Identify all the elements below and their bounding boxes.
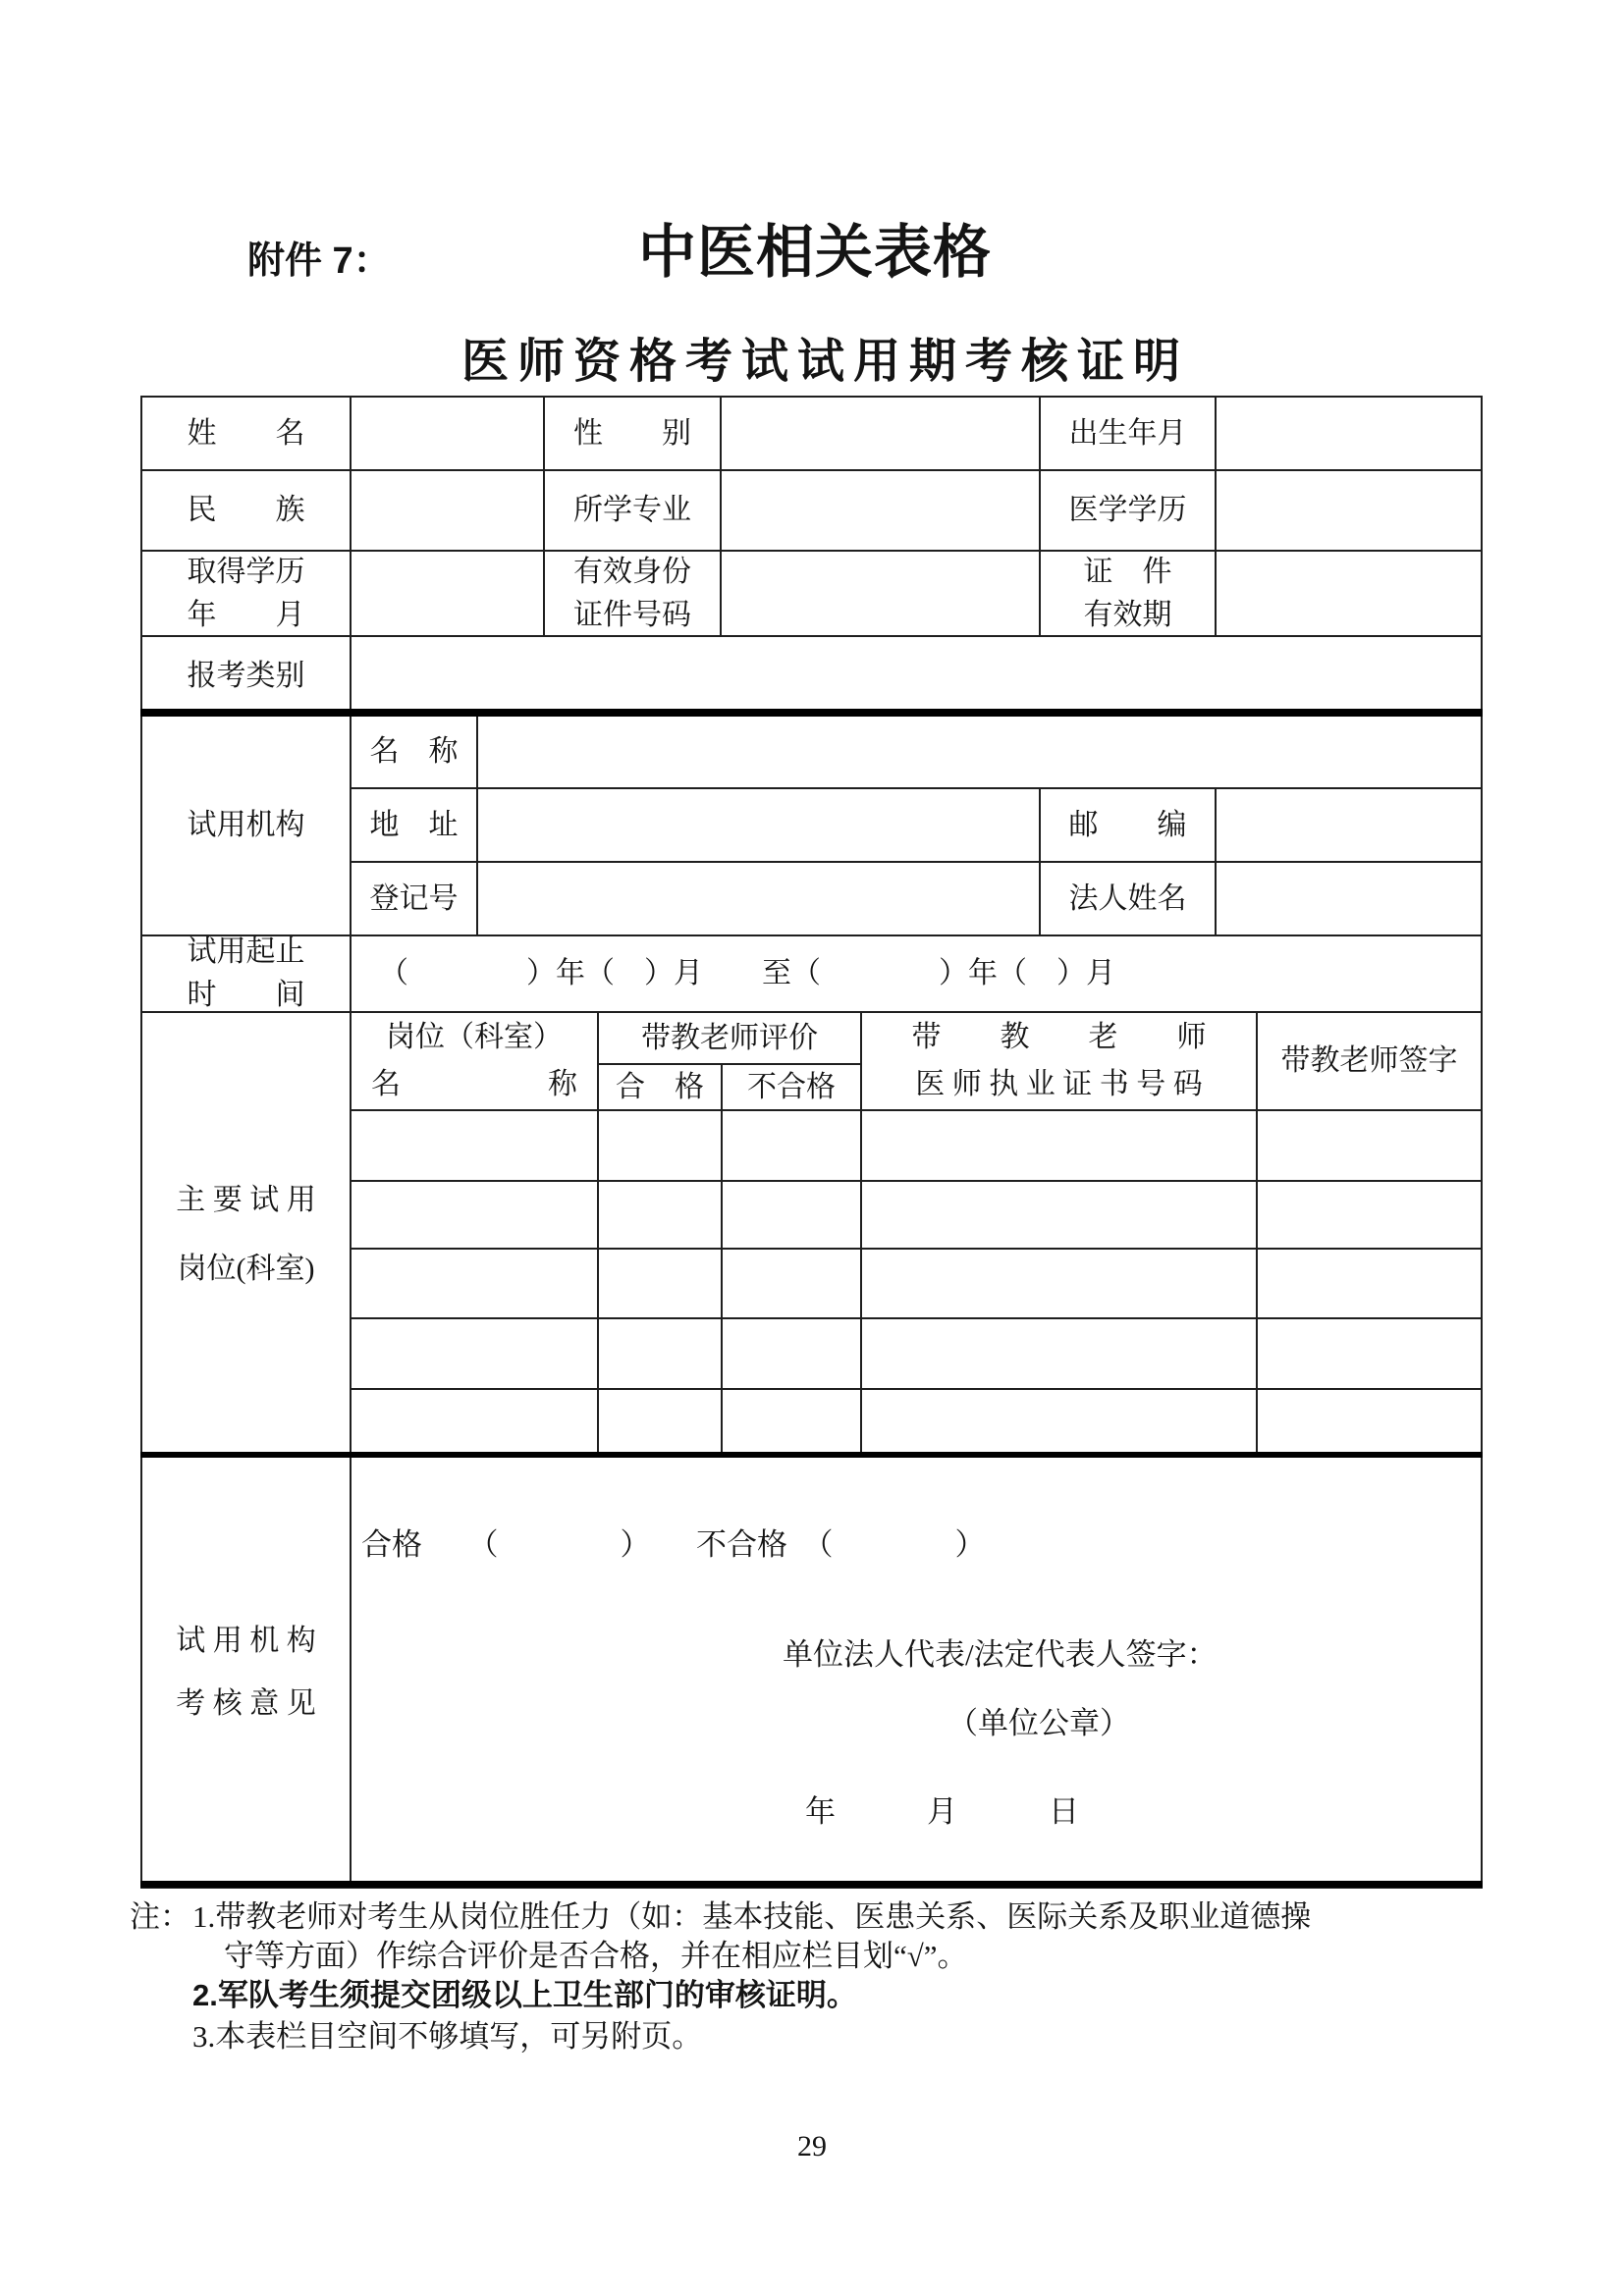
page-number: 29 [797, 2130, 827, 2163]
cell-major-value [720, 469, 1041, 552]
cell-cert-validity-label [1039, 550, 1217, 637]
teacher-eval-label: 带教老师评价 [641, 1021, 818, 1054]
assessment-seal-line: （单位公章） [947, 1706, 1130, 1740]
cell-major-label [543, 469, 722, 552]
period-label-line2: 时 间 [187, 979, 305, 1011]
position-row4-name-cell [350, 1317, 599, 1390]
head-position-name [350, 1011, 599, 1111]
cell-name-value [350, 396, 545, 471]
position-row1-cert-cell [860, 1109, 1258, 1182]
position-row2-cert-cell [860, 1180, 1258, 1250]
category-label: 报考类别 [187, 659, 305, 692]
note-item1-line2: 守等方面）作综合评价是否合格，并在相应栏目划“√”。 [224, 1939, 968, 1973]
thick-divider-bottom [140, 1881, 1483, 1888]
cell-gender-label [543, 396, 722, 471]
cell-ethnic-label [140, 469, 352, 552]
head-pass [597, 1063, 723, 1111]
position-row5-sign-cell [1256, 1388, 1483, 1458]
cell-birth-value [1215, 396, 1483, 471]
cell-gender-value [720, 396, 1041, 471]
degree-label: 医学学历 [1068, 494, 1187, 527]
org-label: 试用机构 [187, 809, 305, 842]
cell-category-label [140, 635, 352, 717]
position-row3-name-cell [350, 1248, 599, 1319]
attachment-label: 附件 7： [247, 240, 391, 282]
cell-org-addr-label [350, 787, 478, 863]
cell-regno-label [350, 861, 478, 936]
cell-id-label [543, 550, 722, 637]
position-row3-cert-cell [860, 1248, 1258, 1319]
position-row4-fail-cell [721, 1317, 862, 1390]
position-row5-name-cell [350, 1388, 599, 1458]
pass-label: 合 格 [616, 1070, 704, 1103]
cell-grad-label [140, 550, 352, 637]
position-row5-cert-cell [860, 1388, 1258, 1458]
major-label: 所学专业 [573, 494, 691, 527]
position-row1-name-cell [350, 1109, 599, 1182]
name-label: 姓 名 [187, 416, 305, 450]
assessment-label-line2: 考 核 意 见 [176, 1686, 316, 1720]
position-row1-sign-cell [1256, 1109, 1483, 1182]
positions-label-line1: 主 要 试 用 [176, 1183, 316, 1216]
note-item2: 2.军队考生须提交团级以上卫生部门的审核证明。 [192, 1978, 857, 2012]
id-label-line2: 证件号码 [573, 598, 691, 631]
head-teacher-eval [597, 1011, 862, 1065]
cert-validity-line1: 证 件 [1083, 555, 1172, 588]
fail-label: 不合格 [747, 1070, 836, 1103]
position-name-line2: 名 称 [371, 1068, 577, 1100]
note-item1-line1: 1.带教老师对考生从岗位胜任力（如：基本技能、医患关系、医际关系及职业道德操 [192, 1899, 1312, 1934]
cell-org-name-label [350, 715, 478, 789]
birth-label: 出生年月 [1068, 416, 1187, 450]
cell-postcode-label [1039, 787, 1217, 863]
cell-postcode-value [1215, 787, 1483, 863]
legal-name-label: 法人姓名 [1068, 881, 1187, 915]
cell-org-label [140, 715, 352, 936]
teacher-sign-label: 带教老师签字 [1280, 1044, 1458, 1078]
position-row3-fail-cell [721, 1248, 862, 1319]
cell-legal-value [1215, 861, 1483, 936]
thick-divider-middle [140, 1452, 1483, 1458]
grad-label-line2: 年 月 [187, 598, 305, 631]
assessment-date-line: 年 月 日 [805, 1794, 1079, 1829]
cert-validity-line2: 有效期 [1083, 598, 1172, 631]
head-fail [721, 1063, 862, 1111]
cell-period-value [350, 934, 1483, 1013]
thick-divider-top [140, 709, 1483, 717]
cell-grad-value [350, 550, 545, 637]
position-name-line1: 岗位（科室） [386, 1021, 563, 1053]
note-item3: 3.本表栏目空间不够填写，可另附页。 [192, 2019, 703, 2054]
page-title: 中医相关表格 [638, 220, 993, 285]
position-row4-sign-cell [1256, 1317, 1483, 1390]
position-row3-pass-cell [597, 1248, 723, 1319]
cell-category-value [350, 635, 1483, 717]
position-row2-pass-cell [597, 1180, 723, 1250]
ethnic-label: 民 族 [187, 494, 305, 527]
org-addr-label: 地 址 [369, 808, 459, 841]
cell-period-label [140, 934, 352, 1013]
regno-label: 登记号 [369, 881, 459, 915]
cell-org-name-value [476, 715, 1483, 789]
assessment-label-line1: 试 用 机 构 [176, 1624, 316, 1657]
positions-label-line2: 岗位(科室) [177, 1252, 315, 1285]
cell-id-value [720, 550, 1041, 637]
cell-ethnic-value [350, 469, 545, 552]
head-teacher-sign [1256, 1011, 1483, 1111]
cell-assessment-label [140, 1456, 352, 1889]
cell-cert-validity-value [1215, 550, 1483, 637]
cell-birth-label [1039, 396, 1217, 471]
cell-org-addr-value [476, 787, 1041, 863]
teacher-cert-line1: 带 教 老 师 [911, 1021, 1207, 1053]
cell-degree-label [1039, 469, 1217, 552]
gender-label: 性 别 [573, 416, 691, 450]
grad-label-line1: 取得学历 [187, 555, 305, 588]
cell-name-label [140, 396, 352, 471]
position-row5-pass-cell [597, 1388, 723, 1458]
assessment-sign-line: 单位法人代表/法定代表人签字： [783, 1637, 1218, 1672]
position-row2-sign-cell [1256, 1180, 1483, 1250]
postcode-label: 邮 编 [1068, 808, 1187, 841]
assessment-form-table [140, 396, 1481, 1887]
form-title: 医师资格考试试用期考核证明 [461, 336, 1190, 388]
cell-positions-label [140, 1011, 352, 1458]
cell-regno-value [476, 861, 1041, 936]
position-row1-pass-cell [597, 1109, 723, 1182]
position-row2-fail-cell [721, 1180, 862, 1250]
position-row2-name-cell [350, 1180, 599, 1250]
position-row3-sign-cell [1256, 1248, 1483, 1319]
notes-prefix: 注： [130, 1899, 190, 1934]
head-teacher-cert [860, 1011, 1258, 1111]
position-row1-fail-cell [721, 1109, 862, 1182]
teacher-cert-line2: 医 师 执 业 证 书 号 码 [915, 1068, 1203, 1100]
period-label-line1: 试用起止 [187, 935, 305, 968]
cell-degree-value [1215, 469, 1483, 552]
position-row4-pass-cell [597, 1317, 723, 1390]
position-row4-cert-cell [860, 1317, 1258, 1390]
position-row5-fail-cell [721, 1388, 862, 1458]
assessment-result-line: 合格 （ ） 不合格 （ ） [361, 1527, 986, 1562]
org-name-label: 名 称 [369, 735, 459, 769]
cell-legal-label [1039, 861, 1217, 936]
id-label-line1: 有效身份 [573, 555, 691, 588]
period-value: （ ）年（ ）月 至（ ）年（ ）月 [379, 957, 1115, 990]
